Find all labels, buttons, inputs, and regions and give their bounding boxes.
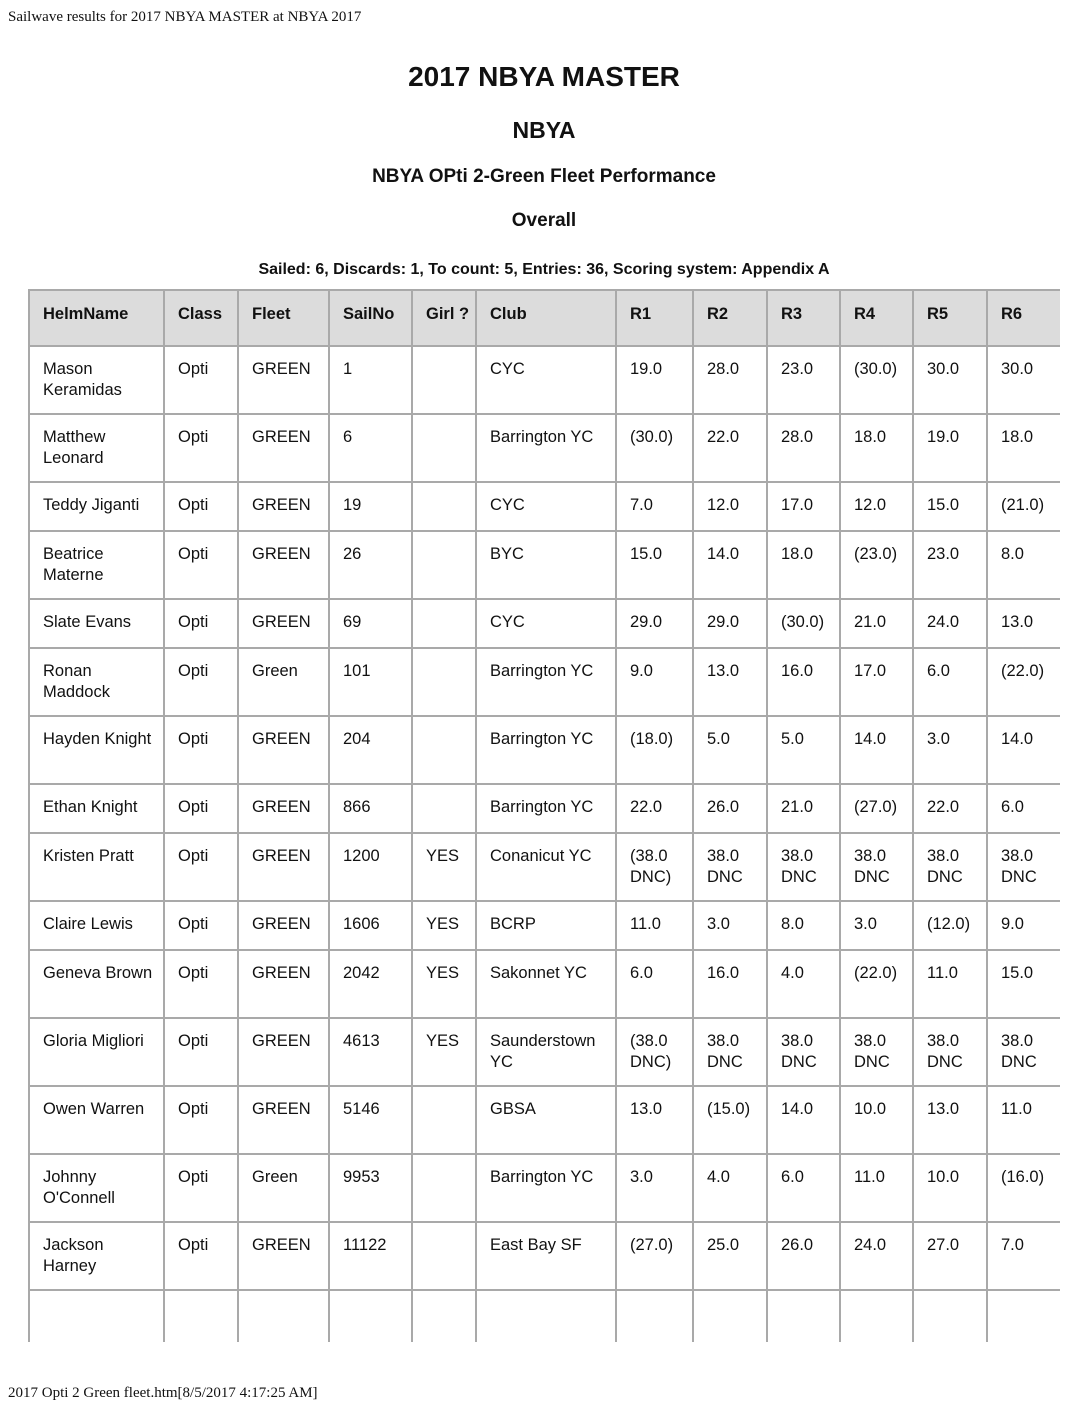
- cell-r2: 3.0: [694, 902, 768, 951]
- cell-r6: (22.0): [988, 649, 1060, 717]
- cell-girl: [413, 600, 477, 649]
- cell-class: Opti: [165, 902, 239, 951]
- column-header-club: Club: [477, 291, 617, 347]
- column-header-r1: R1: [617, 291, 694, 347]
- results-table-container: [28, 289, 1060, 1342]
- cell-class: Opti: [165, 532, 239, 600]
- cell-r6: 18.0: [988, 415, 1060, 483]
- cell-r5: 30.0: [914, 347, 988, 415]
- cell-helmname: Johnny O'Connell: [30, 1155, 165, 1223]
- cell-helmname: Ronan Maddock: [30, 649, 165, 717]
- cell-r1: 9.0: [617, 649, 694, 717]
- cell-class: Opti: [165, 649, 239, 717]
- table-row: [30, 532, 1060, 600]
- cell-r2: 25.0: [694, 1223, 768, 1291]
- cell-r2: 38.0 DNC: [694, 834, 768, 902]
- cell-r2: 14.0: [694, 532, 768, 600]
- cell-sailno: 5146: [330, 1087, 413, 1155]
- cell-r2: 13.0: [694, 649, 768, 717]
- cell-club: BYC: [477, 532, 617, 600]
- column-header-r5: R5: [914, 291, 988, 347]
- cell-sailno: 4613: [330, 1019, 413, 1087]
- cell-r3: 14.0: [768, 1087, 841, 1155]
- cell-sailno: 11122: [330, 1223, 413, 1291]
- cell-empty: [768, 1291, 841, 1342]
- column-header-fleet: Fleet: [239, 291, 330, 347]
- cell-r4: 14.0: [841, 717, 914, 785]
- cell-club: CYC: [477, 347, 617, 415]
- cell-empty: [330, 1291, 413, 1342]
- cell-r6: (21.0): [988, 483, 1060, 532]
- cell-r4: 38.0 DNC: [841, 1019, 914, 1087]
- cell-r6: 9.0: [988, 902, 1060, 951]
- cell-r1: 22.0: [617, 785, 694, 834]
- cell-sailno: 101: [330, 649, 413, 717]
- page-title: 2017 NBYA MASTER: [408, 61, 680, 92]
- cell-empty: [694, 1291, 768, 1342]
- cell-r1: 13.0: [617, 1087, 694, 1155]
- cell-r6: 38.0 DNC: [988, 834, 1060, 902]
- table-row: [30, 1223, 1060, 1291]
- cell-helmname: Matthew Leonard: [30, 415, 165, 483]
- cell-sailno: 2042: [330, 951, 413, 1019]
- cell-r5: 11.0: [914, 951, 988, 1019]
- cell-fleet: GREEN: [239, 1087, 330, 1155]
- cell-r4: 18.0: [841, 415, 914, 483]
- column-header-r4: R4: [841, 291, 914, 347]
- table-row: [30, 415, 1060, 483]
- cell-r5: 23.0: [914, 532, 988, 600]
- cell-girl: [413, 347, 477, 415]
- cell-girl: YES: [413, 902, 477, 951]
- results-table: [28, 289, 1060, 1342]
- cell-r2: 12.0: [694, 483, 768, 532]
- cell-r4: (27.0): [841, 785, 914, 834]
- table-row: [30, 649, 1060, 717]
- cell-r3: 21.0: [768, 785, 841, 834]
- table-row: [30, 1155, 1060, 1223]
- browser-print-header: Sailwave results for 2017 NBYA MASTER at NBYA 2017: [8, 9, 362, 25]
- cell-club: Barrington YC: [477, 785, 617, 834]
- column-header-class: Class: [165, 291, 239, 347]
- cell-class: Opti: [165, 785, 239, 834]
- cell-girl: [413, 717, 477, 785]
- table-header-row: [30, 291, 1060, 347]
- cell-empty: [617, 1291, 694, 1342]
- table-row: [30, 717, 1060, 785]
- cell-sailno: 6: [330, 415, 413, 483]
- cell-r2: 26.0: [694, 785, 768, 834]
- column-header-r3: R3: [768, 291, 841, 347]
- column-header-r6: R6: [988, 291, 1060, 347]
- table-row: [30, 902, 1060, 951]
- cell-r1: (38.0 DNC): [617, 834, 694, 902]
- cell-r6: 8.0: [988, 532, 1060, 600]
- cell-r3: (30.0): [768, 600, 841, 649]
- cell-r1: 6.0: [617, 951, 694, 1019]
- cell-club: Barrington YC: [477, 649, 617, 717]
- table-row: [30, 1087, 1060, 1155]
- cell-class: Opti: [165, 717, 239, 785]
- cell-r4: 21.0: [841, 600, 914, 649]
- browser-print-footer: 2017 Opti 2 Green fleet.htm[8/5/2017 4:17:25 AM]: [8, 1385, 318, 1401]
- cell-r6: 13.0: [988, 600, 1060, 649]
- cell-r1: 29.0: [617, 600, 694, 649]
- cell-r3: 23.0: [768, 347, 841, 415]
- cell-fleet: Green: [239, 649, 330, 717]
- cell-club: Barrington YC: [477, 415, 617, 483]
- cell-helmname: Mason Keramidas: [30, 347, 165, 415]
- cell-club: Saunderstown YC: [477, 1019, 617, 1087]
- cell-empty: [30, 1291, 165, 1342]
- cell-helmname: Beatrice Materne: [30, 532, 165, 600]
- cell-r3: 38.0 DNC: [768, 1019, 841, 1087]
- fleet-heading: NBYA OPti 2-Green Fleet Performance: [372, 166, 716, 187]
- cell-helmname: Hayden Knight: [30, 717, 165, 785]
- cell-r3: 26.0: [768, 1223, 841, 1291]
- cell-sailno: 1606: [330, 902, 413, 951]
- cell-helmname: Claire Lewis: [30, 902, 165, 951]
- cell-r4: 10.0: [841, 1087, 914, 1155]
- cell-r6: 6.0: [988, 785, 1060, 834]
- cell-r6: 15.0: [988, 951, 1060, 1019]
- column-header-girl: Girl ?: [413, 291, 477, 347]
- cell-class: Opti: [165, 1223, 239, 1291]
- cell-empty: [988, 1291, 1060, 1342]
- cell-sailno: 866: [330, 785, 413, 834]
- cell-class: Opti: [165, 483, 239, 532]
- cell-girl: [413, 532, 477, 600]
- section-heading: Overall: [511, 210, 577, 231]
- cell-fleet: GREEN: [239, 785, 330, 834]
- cell-r2: (15.0): [694, 1087, 768, 1155]
- cell-r2: 38.0 DNC: [694, 1019, 768, 1087]
- cell-fleet: GREEN: [239, 951, 330, 1019]
- cell-r4: 24.0: [841, 1223, 914, 1291]
- cell-fleet: GREEN: [239, 347, 330, 415]
- cell-class: Opti: [165, 415, 239, 483]
- cell-club: CYC: [477, 483, 617, 532]
- cell-girl: YES: [413, 1019, 477, 1087]
- cell-r2: 22.0: [694, 415, 768, 483]
- table-row: [30, 951, 1060, 1019]
- venue-heading: NBYA: [512, 117, 576, 143]
- table-row: [30, 834, 1060, 902]
- cell-r4: (23.0): [841, 532, 914, 600]
- cell-r5: 3.0: [914, 717, 988, 785]
- cell-r1: 19.0: [617, 347, 694, 415]
- cell-girl: [413, 1087, 477, 1155]
- table-row: [30, 600, 1060, 649]
- cell-club: East Bay SF: [477, 1223, 617, 1291]
- cell-r6: 14.0: [988, 717, 1060, 785]
- cell-club: Barrington YC: [477, 717, 617, 785]
- cell-girl: [413, 415, 477, 483]
- cell-empty: [477, 1291, 617, 1342]
- cell-r5: 10.0: [914, 1155, 988, 1223]
- cell-r1: (30.0): [617, 415, 694, 483]
- cell-girl: [413, 483, 477, 532]
- cell-r5: 27.0: [914, 1223, 988, 1291]
- cell-sailno: 69: [330, 600, 413, 649]
- cell-r4: 38.0 DNC: [841, 834, 914, 902]
- cell-r4: 3.0: [841, 902, 914, 951]
- cell-girl: YES: [413, 834, 477, 902]
- column-header-helmname: HelmName: [30, 291, 165, 347]
- cell-r4: (30.0): [841, 347, 914, 415]
- cell-helmname: Slate Evans: [30, 600, 165, 649]
- cell-sailno: 1: [330, 347, 413, 415]
- cell-r5: 19.0: [914, 415, 988, 483]
- cell-helmname: Ethan Knight: [30, 785, 165, 834]
- cell-r6: (16.0): [988, 1155, 1060, 1223]
- cell-helmname: Jackson Harney: [30, 1223, 165, 1291]
- table-row: [30, 347, 1060, 415]
- cell-empty: [413, 1291, 477, 1342]
- cell-r3: 4.0: [768, 951, 841, 1019]
- cell-empty: [841, 1291, 914, 1342]
- column-header-sailno: SailNo: [330, 291, 413, 347]
- cell-club: Sakonnet YC: [477, 951, 617, 1019]
- cell-r2: 28.0: [694, 347, 768, 415]
- cell-helmname: Owen Warren: [30, 1087, 165, 1155]
- cell-club: GBSA: [477, 1087, 617, 1155]
- cell-r4: 11.0: [841, 1155, 914, 1223]
- cell-r4: 17.0: [841, 649, 914, 717]
- race-summary: Sailed: 6, Discards: 1, To count: 5, Entries: 36, Scoring system: Appendix A: [258, 261, 830, 278]
- cell-club: CYC: [477, 600, 617, 649]
- cell-girl: [413, 649, 477, 717]
- cell-r3: 38.0 DNC: [768, 834, 841, 902]
- cell-fleet: GREEN: [239, 902, 330, 951]
- cell-club: Barrington YC: [477, 1155, 617, 1223]
- cell-r4: (22.0): [841, 951, 914, 1019]
- cell-r1: (38.0 DNC): [617, 1019, 694, 1087]
- cell-fleet: GREEN: [239, 1019, 330, 1087]
- cell-fleet: GREEN: [239, 532, 330, 600]
- cell-r1: 7.0: [617, 483, 694, 532]
- cell-r5: (12.0): [914, 902, 988, 951]
- cell-fleet: GREEN: [239, 600, 330, 649]
- cell-r2: 4.0: [694, 1155, 768, 1223]
- cell-r3: 17.0: [768, 483, 841, 532]
- cell-helmname: Gloria Migliori: [30, 1019, 165, 1087]
- cell-class: Opti: [165, 600, 239, 649]
- cell-class: Opti: [165, 1155, 239, 1223]
- cell-r5: 22.0: [914, 785, 988, 834]
- cell-r3: 6.0: [768, 1155, 841, 1223]
- cell-r3: 8.0: [768, 902, 841, 951]
- cell-girl: [413, 785, 477, 834]
- cell-empty: [239, 1291, 330, 1342]
- cell-r5: 13.0: [914, 1087, 988, 1155]
- cell-empty: [165, 1291, 239, 1342]
- cell-r2: 5.0: [694, 717, 768, 785]
- cell-r1: (18.0): [617, 717, 694, 785]
- cell-helmname: Geneva Brown: [30, 951, 165, 1019]
- cell-r3: 16.0: [768, 649, 841, 717]
- cell-r1: 11.0: [617, 902, 694, 951]
- cell-class: Opti: [165, 834, 239, 902]
- table-row: [30, 1019, 1060, 1087]
- cell-sailno: 9953: [330, 1155, 413, 1223]
- cell-r5: 15.0: [914, 483, 988, 532]
- cell-r6: 30.0: [988, 347, 1060, 415]
- cell-r3: 28.0: [768, 415, 841, 483]
- cell-class: Opti: [165, 1087, 239, 1155]
- cell-r3: 18.0: [768, 532, 841, 600]
- cell-empty: [914, 1291, 988, 1342]
- cell-r2: 16.0: [694, 951, 768, 1019]
- cell-class: Opti: [165, 347, 239, 415]
- cell-class: Opti: [165, 1019, 239, 1087]
- cell-girl: [413, 1223, 477, 1291]
- cell-helmname: Teddy Jiganti: [30, 483, 165, 532]
- table-row: [30, 483, 1060, 532]
- cell-fleet: GREEN: [239, 483, 330, 532]
- cell-r4: 12.0: [841, 483, 914, 532]
- cell-r6: 11.0: [988, 1087, 1060, 1155]
- cell-r5: 38.0 DNC: [914, 834, 988, 902]
- cell-r1: (27.0): [617, 1223, 694, 1291]
- cell-fleet: Green: [239, 1155, 330, 1223]
- cell-r2: 29.0: [694, 600, 768, 649]
- cell-sailno: 1200: [330, 834, 413, 902]
- cell-club: Conanicut YC: [477, 834, 617, 902]
- cell-r6: 38.0 DNC: [988, 1019, 1060, 1087]
- cell-r5: 24.0: [914, 600, 988, 649]
- column-header-r2: R2: [694, 291, 768, 347]
- cell-sailno: 26: [330, 532, 413, 600]
- cell-club: BCRP: [477, 902, 617, 951]
- cell-r1: 15.0: [617, 532, 694, 600]
- cell-helmname: Kristen Pratt: [30, 834, 165, 902]
- cell-fleet: GREEN: [239, 1223, 330, 1291]
- cell-sailno: 204: [330, 717, 413, 785]
- cell-r5: 38.0 DNC: [914, 1019, 988, 1087]
- cell-girl: [413, 1155, 477, 1223]
- table-row: [30, 785, 1060, 834]
- cell-girl: YES: [413, 951, 477, 1019]
- cell-r1: 3.0: [617, 1155, 694, 1223]
- cell-fleet: GREEN: [239, 717, 330, 785]
- cell-r3: 5.0: [768, 717, 841, 785]
- cell-class: Opti: [165, 951, 239, 1019]
- cell-fleet: GREEN: [239, 415, 330, 483]
- cell-r5: 6.0: [914, 649, 988, 717]
- cell-fleet: GREEN: [239, 834, 330, 902]
- table-row-cutoff: [30, 1291, 1060, 1342]
- cell-r6: 7.0: [988, 1223, 1060, 1291]
- cell-sailno: 19: [330, 483, 413, 532]
